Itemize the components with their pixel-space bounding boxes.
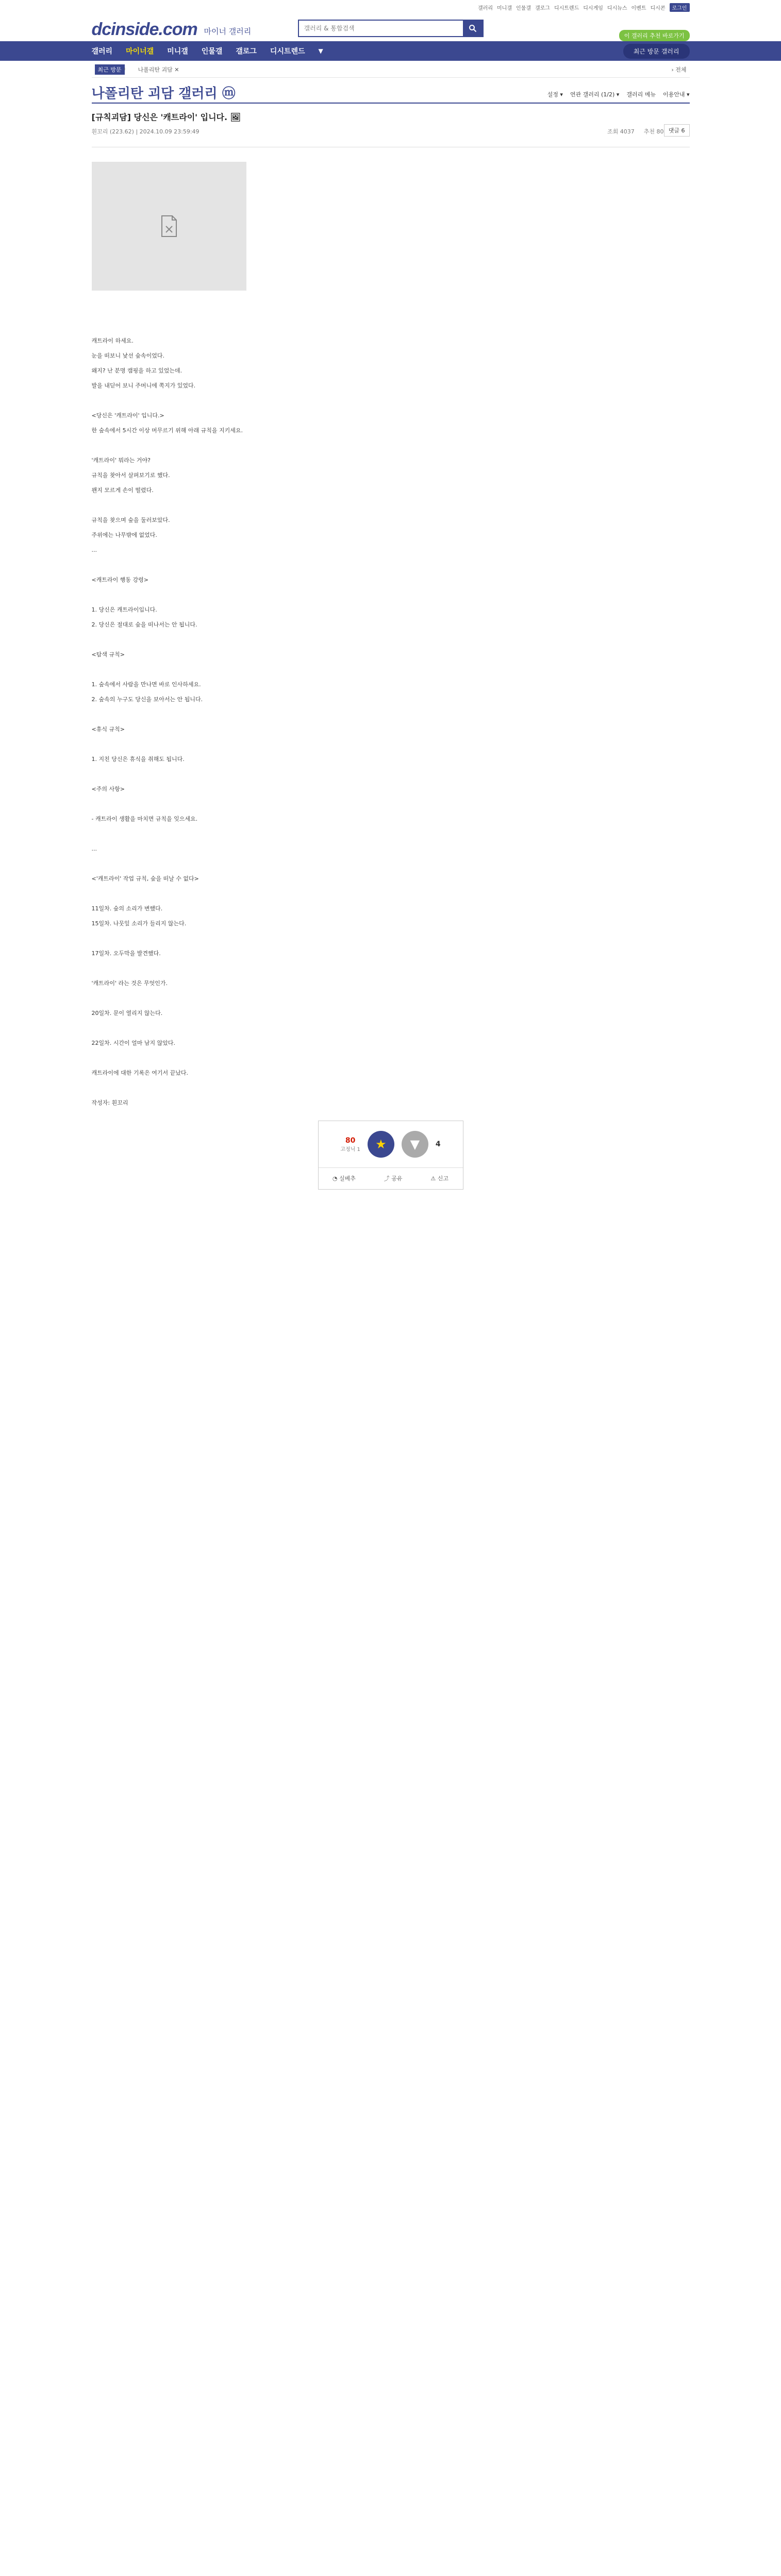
logo-subtitle[interactable]: 마이너 갤러리 xyxy=(204,27,252,36)
post-body-line xyxy=(92,830,690,838)
post-body-line: 15일차. 나뭇잎 소리가 들리지 않는다. xyxy=(91,920,187,927)
util-link[interactable]: 디시게임 xyxy=(583,6,603,11)
site-header xyxy=(92,11,690,41)
post-body-line: 작성자: 흰꼬리 xyxy=(91,1099,128,1106)
post-body-line: 1. 지친 당신은 휴식을 취해도 됩니다. xyxy=(91,756,185,762)
share-button[interactable]: ⤴ 공유 xyxy=(384,1175,403,1182)
post-body-line: 20일차. 문이 열리지 않는다. xyxy=(91,1010,163,1016)
post-body-line: 왠지 모르게 손이 떨렸다. xyxy=(91,487,154,494)
post-body-line xyxy=(92,666,690,674)
post-body-line: 규칙을 찾아서 살펴보기로 했다. xyxy=(91,472,170,479)
post-body-line: 왜지? 난 분명 캠핑을 하고 있었는데. xyxy=(91,367,182,374)
post-body-line: <당신은 '캐트라이' 입니다.> xyxy=(91,412,164,419)
post-body-line: ... xyxy=(91,845,97,852)
post-views: 조회 4037 xyxy=(607,128,635,135)
post-body-line: 1. 숲속에서 사람을 만나면 바로 인사하세요. xyxy=(91,681,201,688)
post-body-line xyxy=(92,561,690,569)
util-link[interactable]: 이벤트 xyxy=(631,6,646,11)
recommend-down-button[interactable] xyxy=(402,1131,428,1158)
post-body-line: <탐색 규칙> xyxy=(91,651,125,658)
recent-visit-item[interactable]: 나폴리탄 괴담 ✕ xyxy=(138,66,179,73)
comment-jump-button[interactable]: 댓글 6 xyxy=(664,124,690,137)
post-body-line xyxy=(92,397,690,405)
post-body-line: 눈을 떠보니 낯선 숲속이었다. xyxy=(91,352,164,359)
post-body-line xyxy=(92,860,690,868)
share-icon: ⤴ xyxy=(384,1175,392,1182)
recommend-count: 80 고정닉 1 xyxy=(340,1136,360,1153)
post-image-placeholder[interactable] xyxy=(92,162,246,291)
post-body-line xyxy=(92,935,690,943)
recent-visit-bar xyxy=(92,61,690,78)
star-icon: ★ xyxy=(375,1137,387,1151)
post-stats xyxy=(607,127,664,135)
thumbs-down-icon: ▼ xyxy=(410,1137,420,1151)
post-recommend-count: 추천 80 xyxy=(643,128,664,135)
post-body-line: '캐트라이' 뭐라는 거야? xyxy=(91,457,151,464)
gallery-title-row xyxy=(92,78,690,104)
gallery-tools xyxy=(547,90,690,98)
post-body-line: 한 숲속에서 5시간 이상 머무르기 위해 아래 규칙을 지키세요. xyxy=(91,427,243,434)
post-body-line xyxy=(92,501,690,510)
post-author-date[interactable]: 흰꼬리 (223.62) | 2024.10.09 23:59:49 xyxy=(91,128,200,135)
siren-icon: ⚠ xyxy=(430,1175,438,1182)
related-gallery[interactable]: 연관 갤러리 (1/2) ▾ xyxy=(570,91,620,98)
nav-item-person-gallery[interactable]: 인물갤 xyxy=(201,47,223,56)
post-body-line: <캐트라이 행동 강령> xyxy=(91,577,148,583)
recent-visit-label: 최근 방문 xyxy=(95,64,125,75)
post-body-line xyxy=(92,1054,690,1062)
post-body-line xyxy=(92,636,690,644)
gallery-recommend-badge[interactable]: 이 갤러리 추천 바로가기 xyxy=(619,30,690,41)
post-body-line: 주위에는 나무밖에 없었다. xyxy=(91,532,157,538)
post-body xyxy=(92,337,690,1107)
post-body-line: 2. 당신은 절대로 숲을 떠나서는 안 됩니다. xyxy=(91,621,197,628)
util-link[interactable]: 미니갤 xyxy=(497,6,512,11)
post-body-line xyxy=(92,770,690,778)
post-body-line: 캐트라이에 대한 기록은 여기서 끝났다. xyxy=(91,1070,188,1076)
recommend-box xyxy=(318,1121,463,1190)
post-body-line: 1. 당신은 캐트라이입니다. xyxy=(91,606,157,613)
post-body-line xyxy=(92,800,690,808)
util-link[interactable]: 디시뉴스 xyxy=(607,6,627,11)
site-logo[interactable]: dcinside.com xyxy=(91,20,197,39)
post-body-line: 2. 숲속의 누구도 당신을 보아서는 안 됩니다. xyxy=(91,696,203,703)
post-body-line: 규칙을 찾으며 숲을 둘러보았다. xyxy=(91,517,170,523)
util-link[interactable]: 갤러리 xyxy=(478,6,493,11)
util-links xyxy=(478,3,689,12)
not-recommend-count: 4 xyxy=(435,1140,441,1148)
nav-item-minor-gallery[interactable]: 마이너갤 xyxy=(126,47,154,56)
scrap-button[interactable]: ◔ 실베추 xyxy=(332,1175,356,1182)
search-button[interactable] xyxy=(463,21,483,36)
post-body-line: <주의 사항> xyxy=(91,786,125,792)
util-link[interactable]: 갤로그 xyxy=(535,6,550,11)
post-body-line: 11일차. 숲의 소리가 변했다. xyxy=(91,905,163,912)
search-box xyxy=(298,20,484,37)
post-body-line xyxy=(92,1024,690,1032)
post-body-line xyxy=(92,994,690,1003)
broken-image-icon xyxy=(160,215,178,238)
gallery-title[interactable]: 나폴리탄 괴담 갤러리 ⓜ xyxy=(91,86,236,101)
post-body-line: 발을 내딛어 보니 주머니에 쪽지가 있었다. xyxy=(91,382,196,389)
recent-visit-button[interactable]: 최근 방문 갤러리 xyxy=(623,44,690,59)
bookmark-icon: ◔ xyxy=(332,1175,340,1182)
util-link[interactable]: 인물갤 xyxy=(516,6,531,11)
search-icon xyxy=(469,24,477,32)
post-view xyxy=(92,104,690,1190)
post-body-line xyxy=(92,1084,690,1092)
main-nav xyxy=(0,41,781,61)
search-input[interactable] xyxy=(303,21,460,36)
util-link[interactable]: 디시트렌드 xyxy=(554,6,579,11)
post-title: [규칙괴담] 당신은 '캐트라이' 입니다. 🖼 xyxy=(91,112,241,122)
gallery-guide[interactable]: 이용안내 ▾ xyxy=(662,91,690,98)
post-header xyxy=(92,104,690,147)
recommend-up-button[interactable] xyxy=(368,1131,394,1158)
recent-visit-all[interactable]: › 전체 xyxy=(671,66,687,73)
post-body-line: 17일차. 오두막을 발견했다. xyxy=(91,950,161,957)
post-body-line xyxy=(92,964,690,973)
chevron-down-icon[interactable]: ▼ xyxy=(318,47,323,55)
nav-item-gallog[interactable]: 갤로그 xyxy=(236,47,257,56)
post-body-line: 22일차. 시간이 얼마 남지 않았다. xyxy=(91,1040,175,1046)
post-body-line: '캐트라이' 라는 것은 무엇인가. xyxy=(91,980,168,987)
post-body-line xyxy=(92,442,690,450)
post-body-line xyxy=(92,890,690,898)
post-body-line xyxy=(92,740,690,749)
nav-item-dc-trend[interactable]: 디시트렌드 xyxy=(270,47,305,56)
recommend-fixed-count: 고정닉 1 xyxy=(340,1146,360,1153)
post-body-line xyxy=(92,591,690,599)
post-body-line: - 캐트라이 생활을 마치면 규칙을 잊으세요. xyxy=(91,816,198,822)
util-link[interactable]: 디시콘 xyxy=(650,6,666,11)
report-button[interactable]: ⚠ 신고 xyxy=(430,1175,449,1182)
post-body-line xyxy=(92,710,690,719)
chevron-left-icon[interactable]: ‹ xyxy=(123,65,126,72)
login-button[interactable]: 로그인 xyxy=(670,3,690,12)
gallery-menu[interactable]: 갤러리 메뉴 xyxy=(626,91,656,98)
post-body-line: ... xyxy=(91,547,97,553)
nav-item-gallery[interactable]: 갤러리 xyxy=(91,47,113,56)
gallery-settings[interactable]: 설정 ▾ xyxy=(547,91,563,98)
nav-item-mini-gallery[interactable]: 미니갤 xyxy=(167,47,188,56)
post-body-line: 캐트라이 하세요. xyxy=(91,337,134,344)
post-body-line: <'캐트라이' 작업 규칙, 숲을 떠날 수 없다> xyxy=(91,875,199,882)
post-body-line: <휴식 규칙> xyxy=(91,726,125,733)
top-util-bar xyxy=(92,0,690,11)
